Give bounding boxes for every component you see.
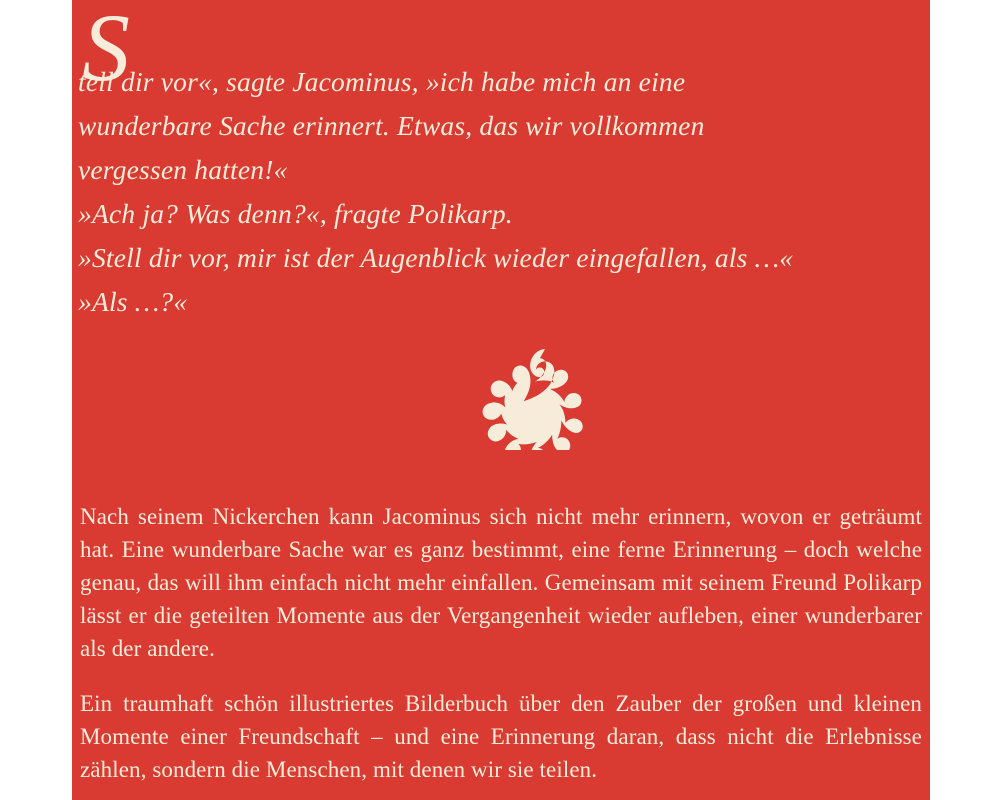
- quote-line: »Stell dir vor, mir ist der Augenblick wieder eingefallen, als …«: [78, 242, 794, 273]
- description-paragraph: Nach seinem Nickerchen kann Jacominus sich nicht mehr erinnern, wovon er geträumt hat. Eine wunderbare Sache war es ganz bestimmt, eine ferne Erinnerung – doch welche genau, das will ihm einfach nicht mehr einfallen. Gemeinsam mit seinem Freund Polikarp lässt er die geteilten Momente aus der Vergangenheit wieder aufleben, einer wunderbarer als der andere.: [80, 504, 922, 661]
- drop-cap-letter: S: [82, 0, 130, 101]
- floral-flourish-ornament: [427, 340, 627, 450]
- quote-line: »Als …?«: [78, 286, 188, 317]
- red-content-panel: [72, 0, 930, 800]
- quote-line: wunderbare Sache erinnert. Etwas, das wir vollkommen: [78, 110, 705, 141]
- quote-line: »Ach ja? Was denn?«, fragte Polikarp.: [78, 198, 513, 229]
- quote-line: tell dir vor«, sagte Jacominus, »ich habe mich an eine: [78, 66, 686, 97]
- description-paragraph: Ein traumhaft schön illustriertes Bilderbuch über den Zauber der großen und kleinen Momente einer Freundschaft – und eine Erinnerung daran, dass nicht die Erlebnisse zählen, sondern die Menschen, mit denen wir sie teilen.: [80, 691, 922, 782]
- quote-line: vergessen hatten!«: [78, 154, 288, 185]
- book-description: [80, 500, 922, 786]
